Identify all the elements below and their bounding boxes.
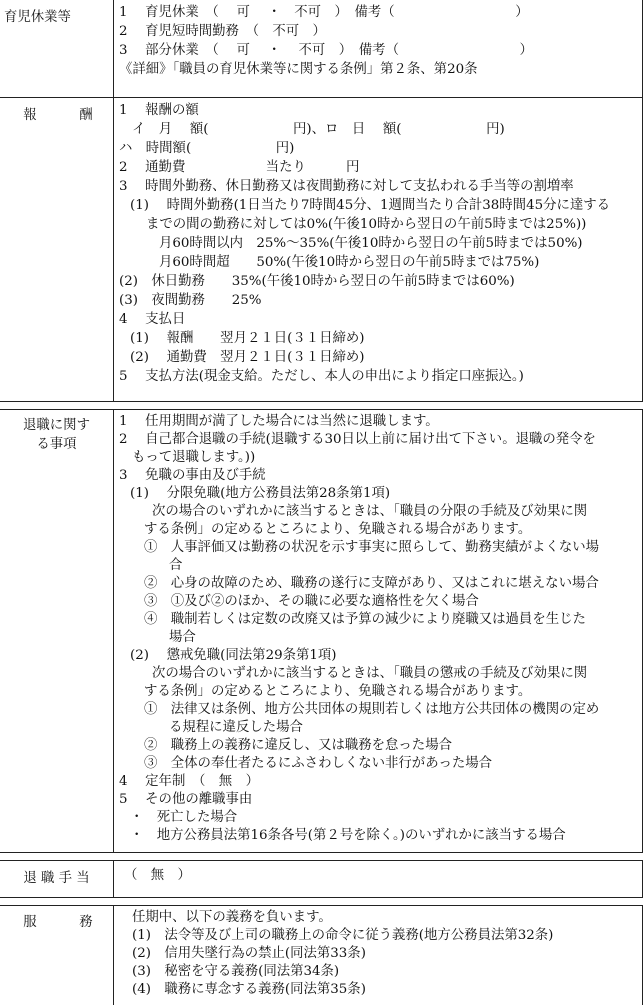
retirement-line: ④ 職制若しくは定数の改廃又は予算の減少により廃職又は過員を生じた [144, 612, 586, 627]
section-label-char: 報 [23, 108, 37, 123]
retirement-line: ・ 地方公務員法第16条各号(第２号を除く。)のいずれかに該当する場合 [130, 828, 566, 843]
pay-line: 5 支払方法(現金支給。ただし、本人の申出により指定口座振込。) [119, 369, 524, 384]
pay-line: ハ 時間額( 円) [119, 141, 295, 156]
section-childcare-leave [0, 0, 643, 98]
allowance-value: （ 無 ） [124, 868, 191, 883]
pay-line: (1) 時間外勤務(1日当たり7時間45分、1週間当たり合計38時間45分に達する [130, 198, 611, 213]
retirement-line: する条例」の定めるところにより、免職される場合があります。 [144, 684, 532, 699]
duties-line: (3) 秘密を守る義務(同法第34条) [132, 964, 340, 979]
retirement-line: る規程に違反した場合 [169, 720, 303, 735]
section-duties [0, 905, 643, 1005]
section-label-char: 務 [79, 915, 93, 930]
retirement-line: ① 人事評価又は勤務の状況を示す事実に照らして、勤務実績がよくない場 [144, 540, 600, 555]
pay-line: 2 通勤費 当たり 円 [119, 160, 360, 175]
retirement-line: ③ ①及び②のほか、その職に必要な適格性を欠く場合 [144, 594, 479, 609]
childcare-leave-line: 1 育児休業 （ 可 ・ 不可 ） 備考（ ） [119, 5, 529, 20]
retirement-line: もって退職します。)) [132, 450, 256, 465]
duties-line: (1) 法令等及び上司の職務上の命令に従う義務(地方公務員法第32条) [132, 928, 554, 943]
retirement-line: ・ 死亡した場合 [130, 810, 238, 825]
pay-line: 月60時間超 50%(午後10時から翌日の午前5時までは75%) [159, 255, 540, 270]
retirement-line: する条例」の定めるところにより、免職される場合があります。 [144, 522, 532, 537]
retirement-line: 次の場合のいずれかに該当するときは、「職員の分限の手続及び効果に関 [152, 504, 588, 519]
retirement-line: 次の場合のいずれかに該当するときは、「職員の懲戒の手続及び効果に関 [152, 666, 588, 681]
section-label-char: 服 [23, 915, 37, 930]
retirement-line: 1 任用期間が満了した場合には当然に退職します。 [119, 414, 439, 429]
partial-leave-line: 3 部分休業 （ 可 ・ 不可 ） 備考（ ） [119, 43, 533, 58]
section-pay [0, 97, 643, 402]
duties-line: (4) 職務に専念する義務(同法第35条) [132, 982, 366, 997]
duties-line: 任期中、以下の義務を負います。 [132, 910, 332, 925]
pay-line: (3) 夜間勤務 25% [119, 293, 262, 308]
retirement-line: 場合 [169, 630, 196, 645]
retirement-line: 2 自己都合退職の手続(退職する30日以上前に届け出て下さい。退職の発令を [119, 432, 596, 447]
retirement-line: ② 心身の故障のため、職務の遂行に支障があり、又はこれに堪えない場合 [144, 576, 599, 591]
pay-line: (2) 通勤費 翌月２１日(３１日締め) [130, 350, 365, 365]
pay-line: 月60時間以内 25%～35%(午後10時から翌日の午前5時までは50%) [159, 236, 583, 251]
pay-line: イ 月 額( 円)、ロ 日 額( 円) [132, 122, 505, 137]
retirement-line: 3 免職の事由及び手続 [119, 468, 266, 483]
pay-line: 3 時間外勤務、休日勤務又は夜間勤務に対して支払われる手当等の割増率 [119, 179, 574, 194]
pay-line: 4 支払日 [119, 312, 186, 327]
pay-line: (2) 休日勤務 35%(午後10時から翌日の午前5時までは60%) [119, 274, 515, 289]
pay-line: (1) 報酬 翌月２１日(３１日締め) [130, 331, 365, 346]
short-time-work-line: 2 育児短時間勤務 （ 不可 ） [119, 24, 326, 39]
retirement-line: 5 その他の離職事由 [119, 792, 253, 807]
section-retirement-allowance [0, 860, 643, 898]
retirement-line: 合 [169, 558, 183, 573]
pay-line: 1 報酬の額 [119, 103, 199, 118]
retirement-line: ① 法律又は条例、地方公共団体の規則若しくは地方公共団体の機関の定め [144, 702, 600, 717]
duties-line: (2) 信用失墜行為の禁止(同法第33条) [132, 946, 366, 961]
retirement-line: 4 定年制 （ 無 ） [119, 774, 259, 789]
section-label: 育児休業等 [4, 10, 71, 25]
childcare-detail-line: 《詳細》「職員の育児休業等に関する条例」第２条、第20条 [119, 62, 478, 77]
retirement-line: ② 職務上の義務に違反し、又は職務を怠った場合 [144, 738, 452, 753]
pay-line: までの間の勤務に対しては0%(午後10時から翌日の午前5時までは25%)) [146, 217, 587, 232]
section-label-char: 酬 [79, 108, 93, 123]
retirement-line: (2) 懲戒免職(同法第29条第1項) [130, 648, 337, 663]
section-label-line: る事項 [36, 437, 77, 452]
section-retirement [0, 409, 643, 853]
retirement-line: (1) 分限免職(地方公務員法第28条第1項) [130, 486, 391, 501]
section-label-line: 退職に関す [23, 418, 90, 433]
section-label: 退 職 手 当 [23, 871, 90, 886]
retirement-line: ③ 全体の奉仕者たるにふさわしくない非行があった場合 [144, 756, 493, 771]
